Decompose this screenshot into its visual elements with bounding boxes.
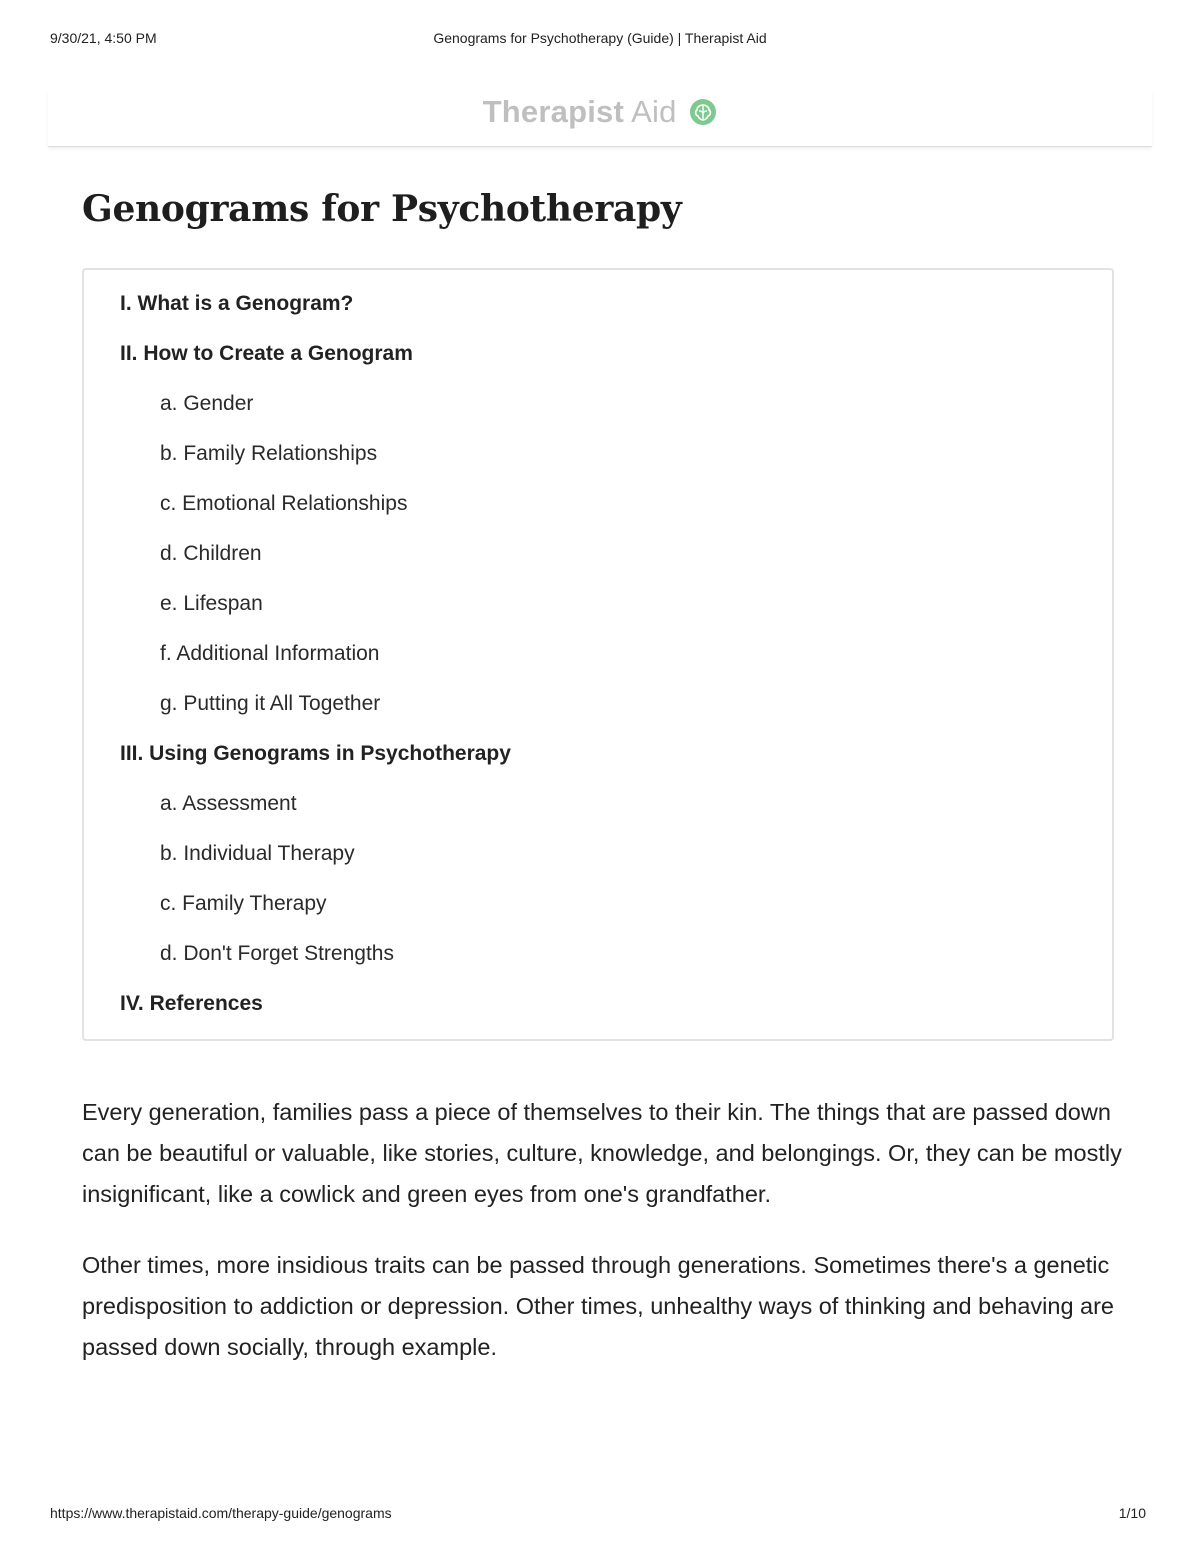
brain-icon [689, 98, 717, 126]
toc-link-putting-it-all-together[interactable]: g. Putting it All Together [160, 692, 381, 715]
toc-link-children[interactable]: d. Children [160, 542, 262, 565]
toc-link-what-is-a-genogram[interactable]: I. What is a Genogram? [120, 292, 354, 315]
toc-link-family-therapy[interactable]: c. Family Therapy [160, 892, 327, 915]
toc-link-how-to-create[interactable]: II. How to Create a Genogram [120, 342, 413, 365]
article-title: Genograms for Psychotherapy [82, 188, 682, 230]
toc-link-dont-forget-strengths[interactable]: d. Don't Forget Strengths [160, 942, 394, 965]
toc-link-references[interactable]: IV. References [120, 992, 263, 1015]
toc-link-lifespan[interactable]: e. Lifespan [160, 592, 263, 615]
print-header [50, 30, 1150, 48]
site-header [48, 90, 1152, 147]
intro-paragraph-1: Every generation, families pass a piece of themselves to their kin. The things that are passed down can be beautiful or valuable, like stories, culture, knowledge, and belongings. Or, they can be mostly insignificant, like a cowlick and green eyes from one's grandfather. [82, 1099, 1122, 1207]
logo-word-therapist: Therapist [482, 94, 624, 129]
toc-link-individual-therapy[interactable]: b. Individual Therapy [160, 842, 355, 865]
print-footer [50, 1505, 1150, 1523]
toc-link-gender[interactable]: a. Gender [160, 392, 254, 415]
logo-word-aid: Aid [631, 94, 677, 129]
toc-link-emotional-relationships[interactable]: c. Emotional Relationships [160, 492, 408, 515]
site-logo[interactable] [48, 94, 1152, 130]
print-url: https://www.therapistaid.com/therapy-guide/genograms [50, 1505, 392, 1521]
toc-link-additional-information[interactable]: f. Additional Information [160, 642, 380, 665]
print-page-title: Genograms for Psychotherapy (Guide) | Therapist Aid [433, 30, 767, 46]
intro-paragraph-2: Other times, more insidious traits can be passed through generations. Sometimes there's a genetic predisposition to addiction or depression. Other times, unhealthy ways of thinking and behaving are passed down socially, through example. [82, 1252, 1115, 1360]
toc-link-assessment[interactable]: a. Assessment [160, 792, 297, 815]
toc-link-using-genograms[interactable]: III. Using Genograms in Psychotherapy [120, 742, 511, 765]
print-datetime: 9/30/21, 4:50 PM [50, 30, 157, 46]
table-of-contents [82, 268, 1114, 1041]
toc-link-family-relationships[interactable]: b. Family Relationships [160, 442, 378, 465]
page-indicator: 1/10 [1118, 1505, 1146, 1521]
